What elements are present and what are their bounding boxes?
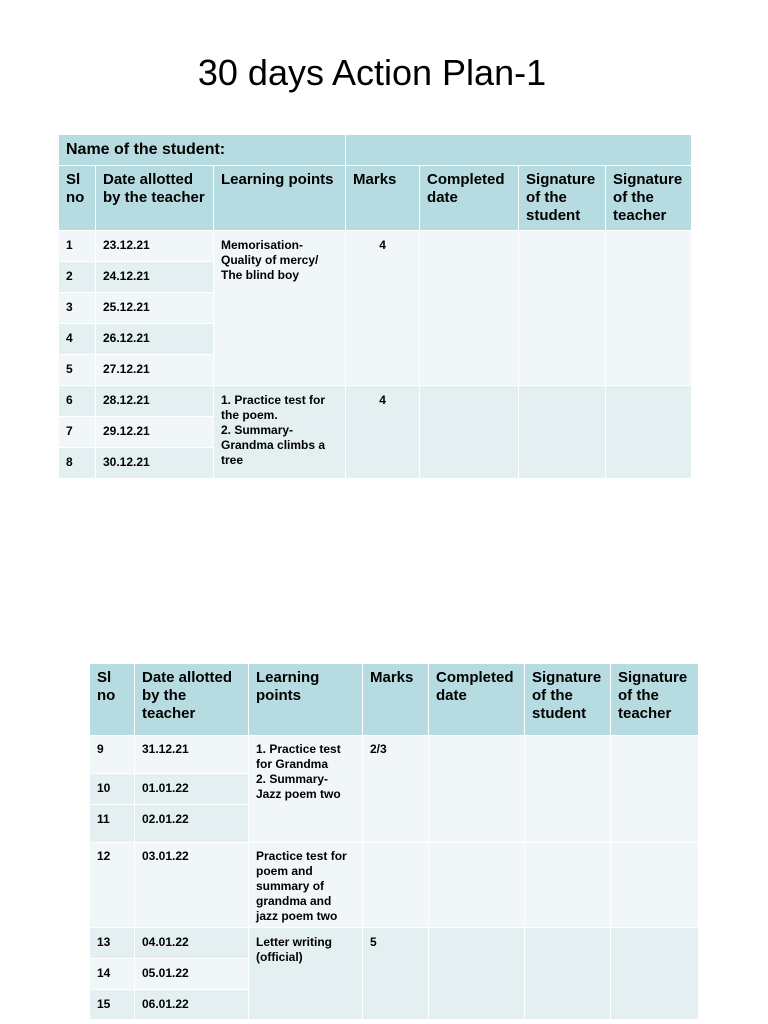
learning-points-line: grandma and [256, 894, 332, 908]
table-row [90, 928, 699, 959]
sl-no-cell: 10 [90, 774, 135, 805]
date-cell: 24.12.21 [96, 262, 214, 293]
marks-cell: 4 [346, 386, 420, 479]
sl-no-cell: 9 [90, 736, 135, 774]
learning-points-line: The blind boy [221, 268, 299, 282]
sl-no-cell: 12 [90, 843, 135, 928]
marks-cell: 4 [346, 231, 420, 386]
student-signature-cell[interactable] [519, 386, 606, 479]
header-signature-student: Signature of the student [519, 166, 606, 231]
date-cell: 02.01.22 [135, 805, 249, 843]
date-cell: 05.01.22 [135, 959, 249, 990]
date-cell: 29.12.21 [96, 417, 214, 448]
learning-points-line: 2. Summary- [256, 772, 329, 786]
completed-date-cell[interactable] [420, 386, 519, 479]
student-name-label: Name of the student: [59, 135, 346, 166]
learning-points-cell [214, 231, 346, 386]
date-cell: 01.01.22 [135, 774, 249, 805]
learning-points-line: (official) [256, 950, 303, 964]
completed-date-cell[interactable] [429, 736, 525, 843]
student-signature-cell[interactable] [525, 843, 611, 928]
sl-no-cell: 8 [59, 448, 96, 479]
header-signature-teacher: Signature of the teacher [611, 664, 699, 736]
sl-no-cell: 1 [59, 231, 96, 262]
learning-points-line: the poem. [221, 408, 278, 422]
completed-date-cell[interactable] [420, 231, 519, 386]
learning-points-line: 2. Summary- [221, 423, 294, 437]
header-sl-no: Sl no [59, 166, 96, 231]
marks-cell: 2/3 [363, 736, 429, 843]
completed-date-cell[interactable] [429, 928, 525, 1020]
teacher-signature-cell[interactable] [606, 231, 692, 386]
header-sl-no: Sl no [90, 664, 135, 736]
learning-points-line: Letter writing [256, 935, 333, 949]
student-signature-cell[interactable] [525, 736, 611, 843]
sl-no-cell: 13 [90, 928, 135, 959]
learning-points-line: poem and [256, 864, 313, 878]
learning-points-line: summary of [256, 879, 325, 893]
date-cell: 06.01.22 [135, 990, 249, 1020]
header-date-allotted: Date allotted by the teacher [96, 166, 214, 231]
learning-points-line: 1. Practice test for [221, 393, 326, 407]
marks-cell [363, 843, 429, 928]
header-date-allotted: Date allotted by the teacher [135, 664, 249, 736]
date-cell: 04.01.22 [135, 928, 249, 959]
student-signature-cell[interactable] [519, 231, 606, 386]
table-row [59, 386, 692, 417]
table-row [90, 736, 699, 774]
learning-points-cell [214, 386, 346, 479]
marks-cell: 5 [363, 928, 429, 1020]
header-completed-date: Completed date [429, 664, 525, 736]
sl-no-cell: 6 [59, 386, 96, 417]
action-plan-table-2 [89, 663, 699, 1020]
page-title: 30 days Action Plan-1 [197, 52, 547, 93]
learning-points-line: for Grandma [256, 757, 329, 771]
date-cell: 30.12.21 [96, 448, 214, 479]
teacher-signature-cell[interactable] [611, 736, 699, 843]
date-cell: 27.12.21 [96, 355, 214, 386]
learning-points-line: Quality of mercy/ [221, 253, 319, 267]
date-cell: 23.12.21 [96, 231, 214, 262]
date-cell: 26.12.21 [96, 324, 214, 355]
header-completed-date: Completed date [420, 166, 519, 231]
sl-no-cell: 7 [59, 417, 96, 448]
header-marks: Marks [363, 664, 429, 736]
learning-points-cell [249, 736, 363, 843]
action-plan-table-1 [58, 134, 692, 479]
sl-no-cell: 11 [90, 805, 135, 843]
date-cell: 03.01.22 [135, 843, 249, 928]
date-cell: 31.12.21 [135, 736, 249, 774]
teacher-signature-cell[interactable] [611, 928, 699, 1020]
table-row [90, 843, 699, 928]
learning-points-line: Jazz poem two [256, 787, 341, 801]
date-cell: 28.12.21 [96, 386, 214, 417]
sl-no-cell: 2 [59, 262, 96, 293]
header-row [59, 166, 692, 231]
learning-points-line: 1. Practice test [256, 742, 341, 756]
learning-points-line: Memorisation- [221, 238, 304, 252]
learning-points-line: jazz poem two [256, 909, 338, 923]
header-row [90, 664, 699, 736]
student-signature-cell[interactable] [525, 928, 611, 1020]
header-signature-teacher: Signature of the teacher [606, 166, 692, 231]
sl-no-cell: 4 [59, 324, 96, 355]
sl-no-cell: 3 [59, 293, 96, 324]
teacher-signature-cell[interactable] [611, 843, 699, 928]
sl-no-cell: 5 [59, 355, 96, 386]
header-learning-points: Learning points [214, 166, 346, 231]
header-marks: Marks [346, 166, 420, 231]
sl-no-cell: 14 [90, 959, 135, 990]
learning-points-line: Grandma climbs a [221, 438, 326, 452]
learning-points-cell [249, 843, 363, 928]
header-signature-student: Signature of the student [525, 664, 611, 736]
table-row [59, 231, 692, 262]
teacher-signature-cell[interactable] [606, 386, 692, 479]
completed-date-cell[interactable] [429, 843, 525, 928]
header-learning-points: Learning points [249, 664, 363, 736]
learning-points-line: tree [221, 453, 244, 467]
learning-points-line: Practice test for [256, 849, 347, 863]
sl-no-cell: 15 [90, 990, 135, 1020]
learning-points-cell [249, 928, 363, 1020]
student-name-value[interactable] [346, 135, 692, 166]
date-cell: 25.12.21 [96, 293, 214, 324]
